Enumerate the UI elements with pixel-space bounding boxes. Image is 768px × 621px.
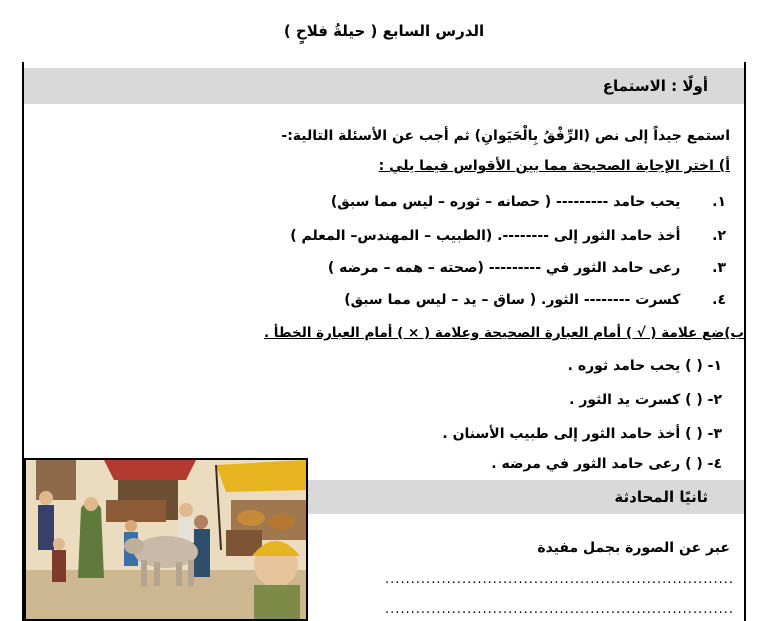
item-number: ١- [707, 358, 722, 374]
item-text: رعى حامد الثور في --------- (صحته – همه – مرضه ) [327, 260, 681, 276]
item-number: ٤- [707, 456, 722, 472]
item-text: ( ) يحب حامد ثوره . [567, 358, 703, 374]
item-number: ٣. [712, 260, 726, 276]
listening-section-label: أولًا : الاستماع [602, 77, 708, 95]
part-b-item [569, 392, 722, 408]
item-text: ( ) أخذ حامد الثور إلى طبيب الأسنان . [442, 426, 703, 442]
conversation-section-label: ثانيًا المحادثة [614, 488, 708, 506]
item-text: ( ) كسرت يد الثور . [569, 392, 703, 408]
item-text: كسرت -------- الثور. ( ساق – يد – ليس مما سبق) [344, 292, 681, 308]
part-b-item [568, 358, 722, 374]
answer-line[interactable]: .................................................................... [385, 572, 734, 587]
item-number: ٢- [707, 392, 722, 408]
item-text: ( ) رعى حامد الثور في مرضه . [491, 456, 703, 472]
item-number: ٤. [712, 292, 726, 308]
part-a-item [328, 260, 726, 276]
page-border-right [744, 62, 746, 621]
item-number: ١. [712, 194, 726, 210]
listening-instruction: استمع جيداً إلى نص (الرِّفْقُ بِالْحَيَوانِ) ثم أجب عن الأسئلة التالية:- [281, 128, 730, 144]
answer-line[interactable]: .................................................................... [385, 602, 734, 617]
item-number: ٢. [712, 228, 726, 244]
item-text: يحب حامد --------- ( حصانه – ثوره – ليس مما سبق) [330, 194, 681, 210]
lesson-title: الدرس السابع ( حيلةُ فلاحٍ ) [283, 22, 485, 40]
market-scene-icon [26, 460, 306, 619]
conversation-prompt: عبر عن الصورة بجمل مفيدة [537, 540, 730, 556]
listening-section-bar [24, 68, 744, 104]
item-number: ٣- [707, 426, 722, 442]
item-text: أخذ حامد الثور إلى --------. (الطبيب – المهندس– المعلم ) [290, 228, 681, 244]
part-b-heading: ب)ضع علامة ( √ ) أمام العبارة الصحيحة وعلامة ( × ) أمام العبارة الخطأ . [263, 325, 744, 341]
part-a-item [290, 228, 726, 244]
part-a-item [331, 194, 726, 210]
part-a-item [344, 292, 726, 308]
part-a-heading: أ) اختر الإجابة الصحيحة مما بين الأقواس فيما يلي : [378, 158, 730, 174]
part-b-item [442, 426, 722, 442]
market-scene-illustration [24, 458, 308, 621]
conversation-section-bar [306, 480, 744, 514]
part-b-item [491, 456, 722, 472]
